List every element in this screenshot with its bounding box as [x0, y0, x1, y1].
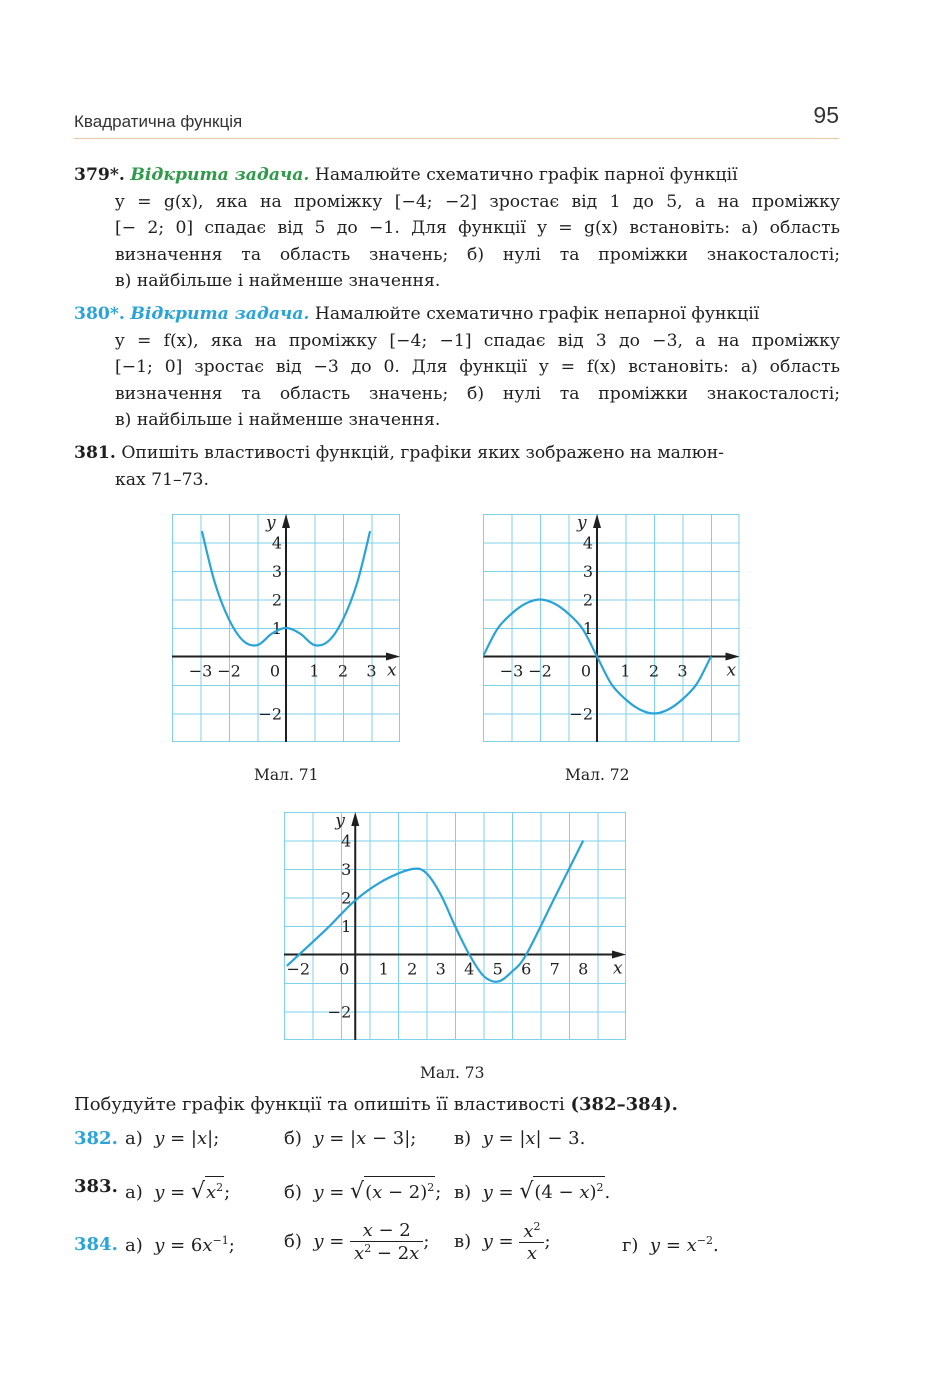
exercise-item-b: [284, 1176, 441, 1204]
formula: y = $\frac{x - 2}{x^2 - 2x}$ ;: [313, 1220, 430, 1264]
x-tick-label: 2: [337, 661, 349, 681]
y-tick-label: 4: [341, 831, 352, 851]
exercise-number: 382.: [74, 1128, 118, 1149]
item-letter: в): [454, 1128, 472, 1149]
y-tick-label: 2: [582, 590, 593, 610]
formula: $y = √x^2$;: [149, 1182, 231, 1203]
instruction-range: (382–384).: [570, 1094, 678, 1115]
formula: $y = √(x - 2)^2$;: [308, 1182, 442, 1203]
figure-73: [284, 812, 629, 1044]
x-tick-label: 0: [269, 661, 281, 681]
y-tick-label: 2: [341, 888, 352, 908]
y-axis-label: y: [335, 812, 345, 831]
x-axis-label: x: [726, 660, 737, 681]
x-tick-label: 2: [648, 661, 660, 681]
problem-number: 380*.: [74, 304, 125, 324]
formula: $y = 6x^{-1}$;: [154, 1234, 235, 1256]
item-letter: а): [125, 1182, 143, 1203]
running-head: [74, 102, 839, 139]
y-tick-label: −2: [258, 704, 282, 724]
grid: [483, 514, 740, 742]
y-axis-label: y: [577, 514, 587, 533]
y-tick-label: 3: [271, 562, 282, 581]
x-tick-label: −2: [528, 661, 552, 681]
x-axis-arrow-icon: [726, 653, 740, 661]
x-axis-label: x: [387, 660, 397, 681]
exercise-number: 384.: [74, 1234, 118, 1255]
y-tick-label: −2: [327, 1002, 352, 1022]
problem-line: [74, 440, 840, 467]
formula: y = |x| − 3.: [482, 1128, 586, 1149]
formula: y = $\frac{x^2}{x}$ ;: [482, 1220, 551, 1264]
x-tick-label: −2: [217, 661, 241, 681]
exercise-item-d: [622, 1234, 719, 1256]
item-letter: г): [622, 1235, 639, 1256]
instruction: [74, 1094, 678, 1115]
y-tick-label: 1: [582, 619, 593, 638]
exercise-item-a: [125, 1234, 235, 1256]
x-tick-label: 3: [366, 661, 377, 681]
x-axis-arrow-icon: [612, 951, 626, 959]
graph-71: [172, 514, 402, 744]
figure-71: [172, 514, 402, 744]
graph-73: [284, 812, 629, 1044]
y-tick-label: 4: [271, 533, 282, 553]
formula: $y = √(4 - x)^2$.: [477, 1182, 610, 1203]
formula: y = |x − 3|;: [313, 1128, 417, 1149]
problem-line: y = f(x), яка на проміжку [−4; −1] спадає від 3 до −3, а на проміжку: [115, 330, 840, 351]
problem-line: визначення та область значень; б) нулі та проміжки знакосталості;: [115, 244, 840, 265]
problem-tag: Відкрита задача.: [130, 304, 310, 324]
x-tick-label: 4: [464, 959, 475, 979]
y-tick-label: 3: [341, 860, 352, 879]
item-letter: б): [284, 1231, 302, 1252]
x-tick-label: 0: [339, 959, 350, 979]
item-letter: в): [454, 1182, 472, 1203]
y-axis-label: y: [266, 514, 276, 533]
problem-line: [74, 162, 840, 189]
item-letter: а): [125, 1235, 143, 1256]
x-tick-label: 2: [407, 959, 418, 979]
item-letter: б): [284, 1182, 302, 1203]
figure-caption: Мал. 72: [565, 766, 630, 784]
exercise-item-c: [454, 1128, 585, 1149]
problem-line: в) найбільше і найменше значення.: [115, 271, 441, 291]
exercise-item-a: [125, 1128, 219, 1149]
exercise-item-a: [125, 1176, 230, 1204]
item-letter: а): [125, 1128, 143, 1149]
x-tick-label: −3: [188, 661, 213, 681]
figure-caption: Мал. 71: [254, 766, 319, 784]
running-title: Квадратична функція: [74, 112, 243, 131]
x-axis-label: x: [613, 958, 623, 979]
x-tick-label: 3: [677, 661, 688, 681]
instruction-text: Побудуйте графік функції та опишіть її властивості: [74, 1094, 565, 1115]
problem-text: Намалюйте схематично графік непарної функції: [314, 304, 760, 324]
problem-number: 379*.: [74, 165, 125, 185]
figure-72: [483, 514, 743, 744]
problem-line: [−1; 0] зростає від −3 до 0. Для функції y = f(x) встановіть: а) область: [115, 357, 840, 377]
x-tick-label: 6: [521, 959, 532, 979]
y-axis-arrow-icon: [593, 514, 601, 528]
exercise-item-c: [454, 1176, 610, 1204]
x-tick-label: 8: [578, 959, 589, 979]
problem-line: y = g(x), яка на проміжку [−4; −2] зростає від 1 до 5, а на проміжку: [115, 191, 840, 212]
problem-text: Опишіть властивості функцій, графіки яких зображено на малюн-: [121, 443, 724, 463]
x-tick-label: 1: [309, 661, 320, 681]
x-tick-label: −2: [286, 959, 311, 979]
y-tick-label: 3: [582, 562, 593, 581]
problem-text: Намалюйте схематично графік парної функції: [314, 165, 738, 185]
graph-72: [483, 514, 743, 744]
problem-line: ках 71–73.: [115, 469, 209, 490]
y-tick-label: 4: [582, 533, 593, 553]
problem-line: [− 2; 0] спадає від 5 до −1. Для функції y = g(x) встановіть: а) область: [115, 218, 840, 238]
y-tick-label: 1: [271, 619, 282, 638]
formula: y = |x|;: [154, 1128, 220, 1149]
problem-381: [74, 440, 840, 493]
problem-tag: Відкрита задача.: [130, 165, 310, 185]
problem-379: [74, 162, 840, 295]
x-tick-label: 0: [580, 661, 592, 681]
problem-line: [74, 301, 840, 328]
exercise-item-b: [284, 1128, 416, 1149]
problem-380: [74, 301, 840, 434]
exercise-item-b: [284, 1220, 429, 1264]
exercise-number: 383.: [74, 1176, 118, 1197]
problem-line: визначення та область значень; б) нулі та проміжки знакосталості;: [115, 383, 840, 404]
y-tick-label: −2: [569, 704, 593, 724]
x-axis-arrow-icon: [386, 653, 400, 661]
formula: $y = x^{-2}$.: [649, 1234, 719, 1256]
x-tick-label: 7: [549, 959, 560, 979]
x-tick-label: −3: [499, 661, 524, 681]
y-axis-arrow-icon: [351, 812, 359, 826]
item-letter: в): [454, 1231, 472, 1252]
page-number: 95: [813, 102, 839, 128]
y-tick-label: 1: [341, 917, 352, 936]
y-axis-arrow-icon: [282, 514, 290, 528]
x-tick-label: 3: [435, 959, 446, 979]
x-tick-label: 5: [492, 959, 503, 979]
exercise-item-c: [454, 1220, 551, 1264]
figure-caption: Мал. 73: [420, 1064, 485, 1082]
item-letter: б): [284, 1128, 302, 1149]
y-tick-label: 2: [271, 590, 282, 610]
problem-number: 381.: [74, 443, 116, 463]
x-tick-label: 1: [378, 959, 389, 979]
x-tick-label: 1: [620, 661, 631, 681]
problem-line: в) найбільше і найменше значення.: [115, 410, 441, 430]
